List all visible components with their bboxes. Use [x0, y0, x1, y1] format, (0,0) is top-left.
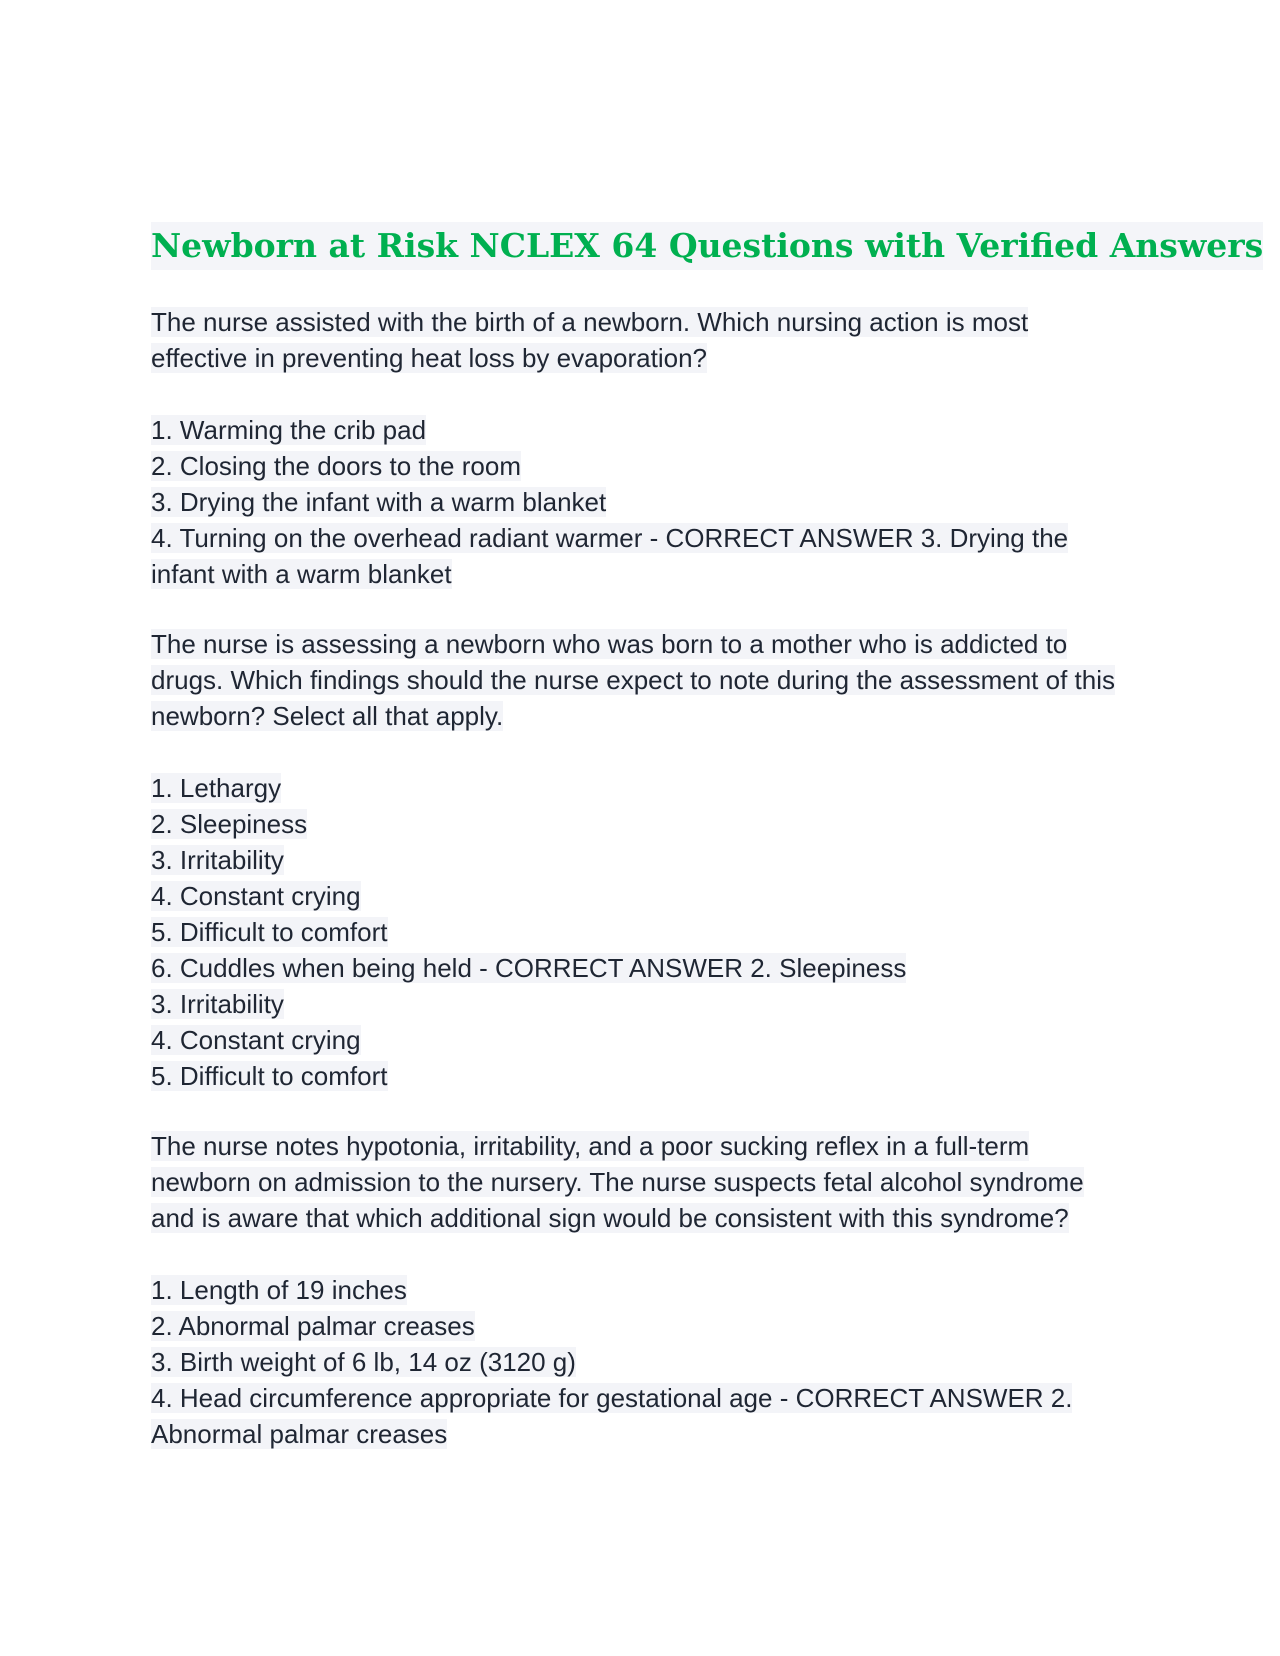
document-title: Newborn at Risk NCLEX 64 Questions with Verified Answers	[151, 222, 1263, 270]
answer-continuation: Abnormal palmar creases	[151, 1419, 448, 1449]
option-line: 3. Irritability	[151, 845, 284, 875]
option-line-with-answer: 4. Turning on the overhead radiant warmer - CORRECT ANSWER 3. Drying the	[151, 523, 1069, 553]
question-text: The nurse assisted with the birth of a newborn. Which nursing action is most effective in preventing heat loss by evaporation?	[151, 307, 1029, 373]
answer-continuation: infant with a warm blanket	[151, 559, 452, 589]
question-3-options	[151, 1272, 1131, 1452]
option-line: 2. Closing the doors to the room	[151, 451, 521, 481]
question-1-options	[151, 412, 1131, 592]
option-line: 4. Constant crying	[151, 881, 361, 911]
option-line-with-answer: 6. Cuddles when being held - CORRECT ANSWER 2. Sleepiness	[151, 953, 907, 983]
option-line: 1. Warming the crib pad	[151, 415, 427, 445]
option-line-with-answer: 4. Head circumference appropriate for gestational age - CORRECT ANSWER 2.	[151, 1383, 1073, 1413]
question-text: The nurse notes hypotonia, irritability, and a poor sucking reflex in a full-term newborn on admission to the nursery. The nurse suspects fetal alcohol syndrome and is aware that which additional sign would be consistent with this syndrome?	[151, 1131, 1084, 1233]
answer-continuation: 4. Constant crying	[151, 1025, 361, 1055]
question-text: The nurse is assessing a newborn who was born to a mother who is addicted to drugs. Which findings should the nurse expect to note during the assessment of this newborn? Select all that apply.	[151, 629, 1115, 731]
question-1-stem	[151, 304, 1131, 376]
question-2-stem	[151, 626, 1131, 734]
option-line: 2. Sleepiness	[151, 809, 308, 839]
answer-continuation: 3. Irritability	[151, 989, 284, 1019]
option-line: 5. Difficult to comfort	[151, 917, 388, 947]
question-2-options	[151, 770, 1131, 1094]
option-line: 3. Birth weight of 6 lb, 14 oz (3120 g)	[151, 1347, 576, 1377]
option-line: 1. Length of 19 inches	[151, 1275, 407, 1305]
option-line: 1. Lethargy	[151, 773, 282, 803]
question-3-stem	[151, 1128, 1131, 1236]
document-page	[151, 222, 1264, 1452]
option-line: 3. Drying the infant with a warm blanket	[151, 487, 607, 517]
option-line: 2. Abnormal palmar creases	[151, 1311, 475, 1341]
answer-continuation: 5. Difficult to comfort	[151, 1061, 388, 1091]
